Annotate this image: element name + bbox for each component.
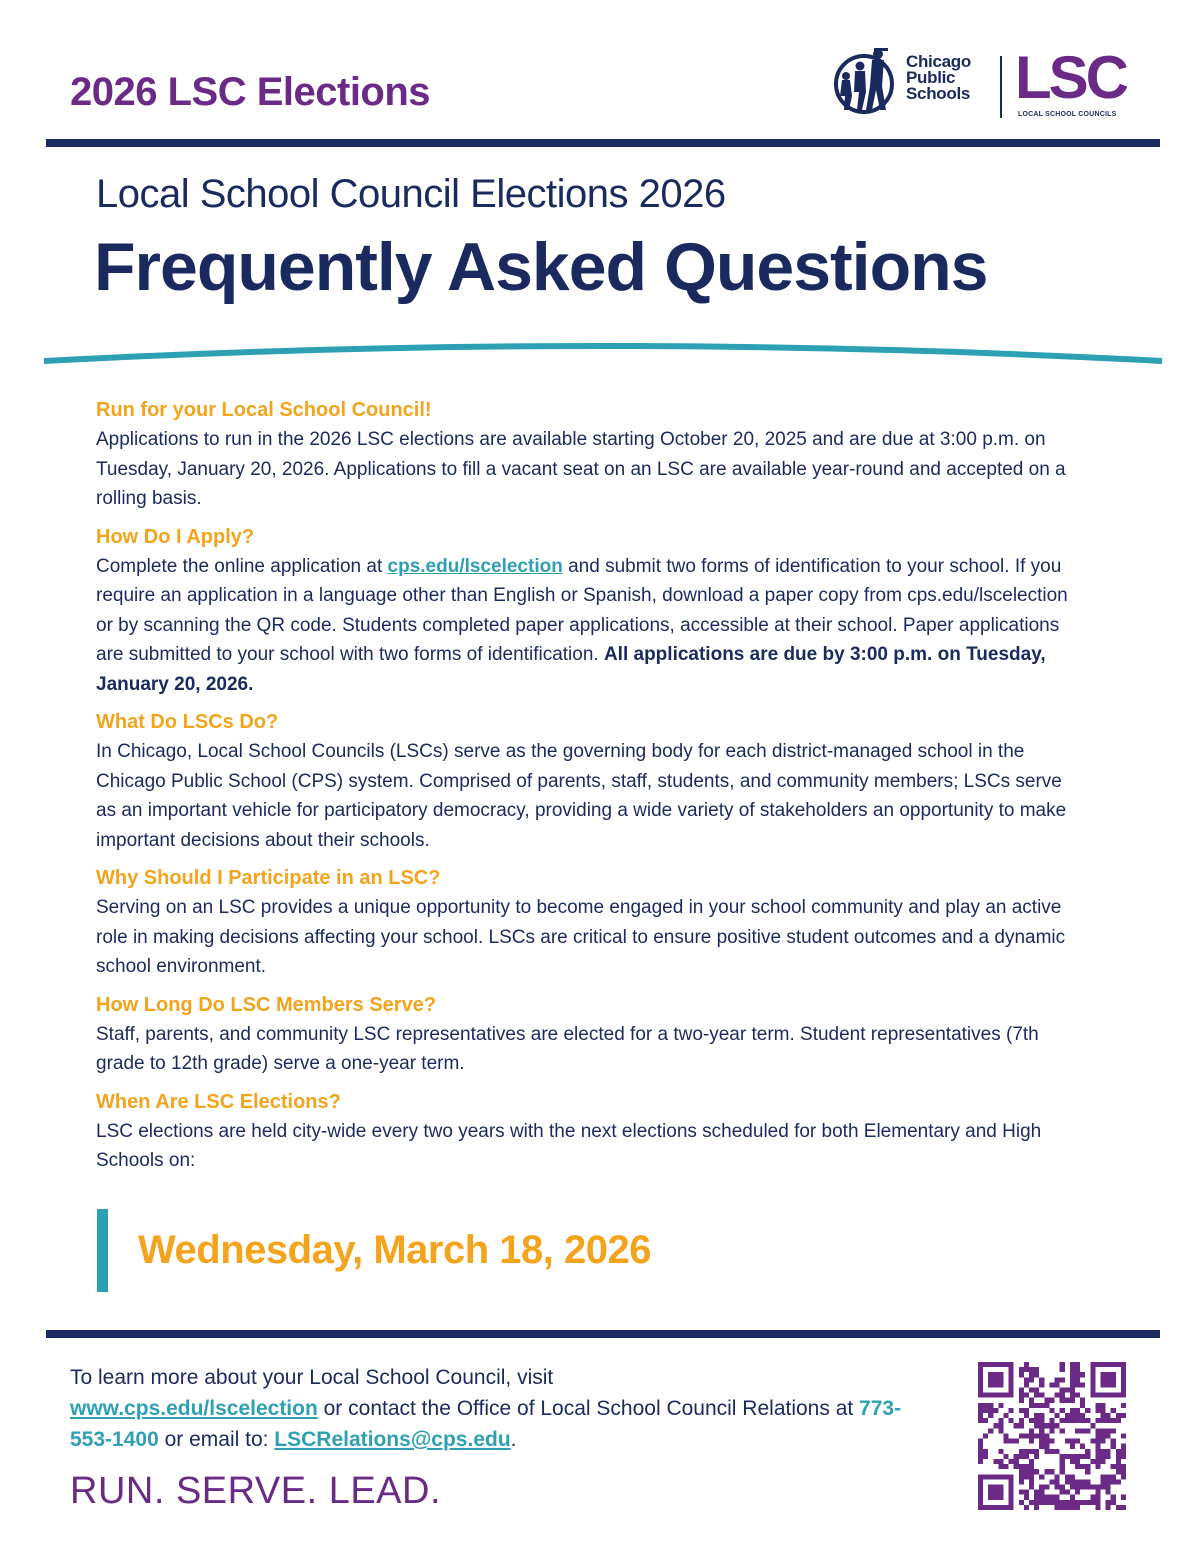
faq-item xyxy=(96,1087,1076,1176)
top-divider xyxy=(46,139,1160,147)
slogan: RUN. SERVE. LEAD. xyxy=(70,1470,442,1512)
election-date: Wednesday, March 18, 2026 xyxy=(138,1228,651,1272)
phone-number[interactable]: 773-553-1400 xyxy=(70,1397,902,1451)
faq-question: When Are LSC Elections? xyxy=(96,1090,341,1113)
lsc-logo: LSC xyxy=(1015,44,1126,111)
faq-answer: In Chicago, Local School Councils (LSCs) serve as the governing body for each district-managed school in the Chicago Public School (CPS) system. Comprised of parents, staff, students, and community members; LSCs serve as an important vehicle for participatory democracy, providing a wide variety of stakeholders an opportunity to make important decisions about their schools. xyxy=(96,741,1067,851)
hero-subtitle: Local School Council Elections 2026 xyxy=(96,172,726,216)
faq-item xyxy=(96,395,1076,514)
logo-divider xyxy=(1000,56,1002,118)
faq-question: How Do I Apply? xyxy=(96,525,255,548)
qr-code-icon[interactable] xyxy=(978,1362,1126,1510)
application-link[interactable]: cps.edu/lscelection xyxy=(387,555,563,577)
lsc-logo-subtitle: LOCAL SCHOOL COUNCILS xyxy=(1018,111,1117,118)
faq-item xyxy=(96,990,1076,1079)
faq-question: Run for your Local School Council! xyxy=(96,399,432,421)
faq-question: Why Should I Participate in an LSC? xyxy=(96,867,441,889)
wave-divider xyxy=(44,330,1162,370)
bottom-divider xyxy=(46,1330,1160,1338)
faq-question: What Do LSCs Do? xyxy=(96,711,279,733)
cps-logo-text: Chicago Public Schools xyxy=(906,52,971,103)
date-accent-bar xyxy=(97,1209,108,1292)
faq-answer: Staff, parents, and community LSC representatives are elected for a two-year term. Student representatives (7th grade to 12th grade) serve a one-year term. xyxy=(96,1023,1039,1074)
faq-answer: Serving on an LSC provides a unique opportunity to become engaged in your school community and play an active role in making decisions affecting your school. LSCs are critical to ensure positive student outcomes and a dynamic school environment. xyxy=(96,897,1066,977)
faq-item xyxy=(96,707,1076,855)
faq-answer: LSC elections are held city-wide every two years with the next elections scheduled for both Elementary and High Schools on: xyxy=(96,1120,1042,1171)
faq-question: How Long Do LSC Members Serve? xyxy=(96,993,437,1016)
faq-item xyxy=(96,863,1076,982)
faq-answer: Complete the online application at cps.edu/lscelection and submit two forms of identification to your school. If you require an application in a language other than English or Spanish, download a paper copy from cps.edu/lscelection or by scanning the QR code. Students completed paper applications, accessible at their school. Paper applications are submitted to your school with two forms of identification. All applications are due by 3:00 p.m. on Tuesday, January 20, 2026. xyxy=(96,555,1068,695)
footer-website-link[interactable]: www.cps.edu/lscelection xyxy=(70,1397,318,1420)
footer-contact: To learn more about your Local School Council, visit www.cps.edu/lscelection or contact the Office of Local School Council Relations at 773-553-1400 or email to: LSCRelations@cps.edu. xyxy=(70,1366,902,1451)
cps-logo-icon xyxy=(832,40,904,124)
faq-list xyxy=(96,395,1076,1184)
deadline-note: All applications are due by 3:00 p.m. on Tuesday, January 20, 2026. xyxy=(96,644,1046,695)
email-link[interactable]: LSCRelations@cps.edu xyxy=(274,1428,511,1451)
faq-answer: Applications to run in the 2026 LSC elections are available starting October 20, 2025 and are due at 3:00 p.m. on Tuesday, January 20, 2026. Applications to fill a vacant seat on an LSC are available year-round and accepted on a rolling basis. xyxy=(96,429,1066,509)
header-logos xyxy=(832,40,1132,124)
header-title: 2026 LSC Elections xyxy=(70,70,431,114)
hero-title: Frequently Asked Questions xyxy=(94,229,988,305)
faq-item xyxy=(96,522,1076,700)
